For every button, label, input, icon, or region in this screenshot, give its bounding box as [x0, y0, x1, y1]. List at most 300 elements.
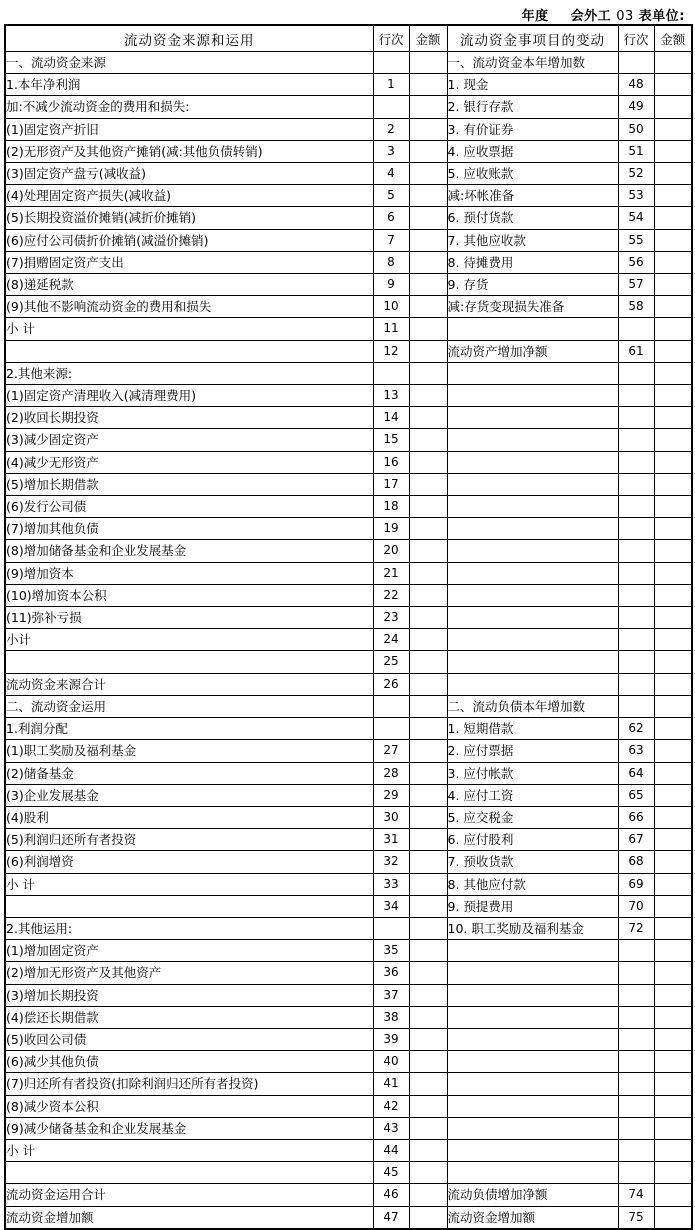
row-right-amount[interactable] — [654, 1028, 692, 1050]
row-right-amount[interactable] — [654, 318, 692, 340]
row-right-line — [618, 1095, 654, 1117]
row-right-desc — [447, 1073, 618, 1095]
row-right-desc: 减:存货变现损失准备 — [447, 296, 618, 318]
row-right-amount[interactable] — [654, 962, 692, 984]
row-left-line: 26 — [373, 673, 409, 695]
row-right-line: 48 — [618, 74, 654, 96]
row-left-amount[interactable] — [409, 518, 447, 540]
row-left-amount[interactable] — [409, 1051, 447, 1073]
row-right-line: 74 — [618, 1184, 654, 1206]
table-row — [5, 185, 692, 207]
row-right-amount[interactable] — [654, 851, 692, 873]
row-left-line: 32 — [373, 851, 409, 873]
row-right-desc — [447, 1006, 618, 1028]
row-right-amount[interactable] — [654, 496, 692, 518]
row-left-amount[interactable] — [409, 1162, 447, 1184]
row-right-line — [618, 318, 654, 340]
row-right-desc: 5. 应收账款 — [447, 163, 618, 185]
row-left-line: 24 — [373, 629, 409, 651]
row-right-line — [618, 1139, 654, 1161]
row-left-amount[interactable] — [409, 185, 447, 207]
row-right-desc — [447, 962, 618, 984]
row-left-amount[interactable] — [409, 473, 447, 495]
row-right-line — [618, 540, 654, 562]
table-row — [5, 1006, 692, 1028]
table-row — [5, 296, 692, 318]
row-right-amount[interactable] — [654, 1139, 692, 1161]
row-right-amount[interactable] — [654, 518, 692, 540]
table-row — [5, 207, 692, 229]
row-right-amount[interactable] — [654, 984, 692, 1006]
row-right-desc: 9. 预提费用 — [447, 895, 618, 917]
row-left-desc: (2)储备基金 — [5, 762, 373, 784]
row-right-desc — [447, 1139, 618, 1161]
row-left-amount[interactable] — [409, 318, 447, 340]
row-left-desc: 2.其他运用: — [5, 917, 373, 939]
table-row — [5, 1095, 692, 1117]
row-left-desc: 小计 — [5, 629, 373, 651]
row-left-desc: 1.本年净利润 — [5, 74, 373, 96]
row-left-line — [373, 917, 409, 939]
row-left-desc: (6)发行公司债 — [5, 496, 373, 518]
row-right-desc: 二、流动负债本年增加数 — [447, 695, 618, 717]
table-row — [5, 740, 692, 762]
row-left-line — [373, 718, 409, 740]
row-right-line — [618, 962, 654, 984]
row-right-line — [618, 673, 654, 695]
row-right-desc — [447, 562, 618, 584]
row-left-amount[interactable] — [409, 1028, 447, 1050]
row-right-amount[interactable] — [654, 562, 692, 584]
row-right-line: 70 — [618, 895, 654, 917]
row-right-desc — [447, 673, 618, 695]
table-row — [5, 562, 692, 584]
row-right-amount[interactable] — [654, 296, 692, 318]
row-right-line — [618, 1051, 654, 1073]
table-body — [5, 52, 692, 1229]
row-right-desc: 2. 银行存款 — [447, 96, 618, 118]
row-left-line: 37 — [373, 984, 409, 1006]
table-row — [5, 52, 692, 74]
row-right-line — [618, 940, 654, 962]
row-left-amount[interactable] — [409, 1095, 447, 1117]
row-right-amount[interactable] — [654, 873, 692, 895]
row-left-amount[interactable] — [409, 829, 447, 851]
row-right-amount[interactable] — [654, 140, 692, 162]
row-right-line — [618, 1162, 654, 1184]
row-left-amount[interactable] — [409, 407, 447, 429]
row-left-amount[interactable] — [409, 984, 447, 1006]
row-left-line: 38 — [373, 1006, 409, 1028]
row-left-line: 16 — [373, 451, 409, 473]
row-right-desc — [447, 1162, 618, 1184]
row-left-line: 20 — [373, 540, 409, 562]
row-left-amount[interactable] — [409, 695, 447, 717]
row-left-line: 40 — [373, 1051, 409, 1073]
row-left-line: 3 — [373, 140, 409, 162]
row-right-line — [618, 473, 654, 495]
row-left-desc: (4)减少无形资产 — [5, 451, 373, 473]
row-right-amount[interactable] — [654, 584, 692, 606]
table-row — [5, 318, 692, 340]
row-left-amount[interactable] — [409, 496, 447, 518]
row-right-amount[interactable] — [654, 895, 692, 917]
row-left-desc: (6)利润增资 — [5, 851, 373, 873]
row-right-line: 51 — [618, 140, 654, 162]
row-right-desc: 4. 应收票据 — [447, 140, 618, 162]
row-right-amount[interactable] — [654, 1006, 692, 1028]
row-right-amount[interactable] — [654, 96, 692, 118]
row-right-amount[interactable] — [654, 429, 692, 451]
row-left-line: 27 — [373, 740, 409, 762]
row-right-amount[interactable] — [654, 784, 692, 806]
table-row — [5, 762, 692, 784]
row-left-desc — [5, 340, 373, 362]
table-row — [5, 251, 692, 273]
row-right-desc: 9. 存货 — [447, 274, 618, 296]
row-right-amount[interactable] — [654, 1051, 692, 1073]
row-left-line: 11 — [373, 318, 409, 340]
row-right-line: 64 — [618, 762, 654, 784]
row-left-line: 1 — [373, 74, 409, 96]
row-right-line: 55 — [618, 229, 654, 251]
row-left-line: 36 — [373, 962, 409, 984]
row-right-line — [618, 562, 654, 584]
row-right-amount[interactable] — [654, 740, 692, 762]
row-right-amount[interactable] — [654, 385, 692, 407]
row-right-desc: 6. 应付股利 — [447, 829, 618, 851]
row-left-amount[interactable] — [409, 362, 447, 384]
row-left-amount[interactable] — [409, 895, 447, 917]
row-right-desc — [447, 1051, 618, 1073]
form-label — [571, 5, 685, 24]
row-left-line: 28 — [373, 762, 409, 784]
row-left-amount[interactable] — [409, 562, 447, 584]
row-right-line — [618, 607, 654, 629]
row-right-amount[interactable] — [654, 540, 692, 562]
row-left-amount[interactable] — [409, 1073, 447, 1095]
row-left-amount[interactable] — [409, 784, 447, 806]
row-right-amount[interactable] — [654, 651, 692, 673]
row-left-amount[interactable] — [409, 540, 447, 562]
row-left-line: 14 — [373, 407, 409, 429]
row-left-line: 23 — [373, 607, 409, 629]
row-right-desc: 减:坏帐准备 — [447, 185, 618, 207]
row-right-line — [618, 362, 654, 384]
row-right-desc — [447, 940, 618, 962]
row-left-desc: (5)收回公司债 — [5, 1028, 373, 1050]
row-right-amount[interactable] — [654, 118, 692, 140]
table-row — [5, 229, 692, 251]
row-left-desc: (4)偿还长期借款 — [5, 1006, 373, 1028]
table-row — [5, 163, 692, 185]
row-left-desc: 流动资金来源合计 — [5, 673, 373, 695]
row-left-amount[interactable] — [409, 962, 447, 984]
row-right-amount[interactable] — [654, 251, 692, 273]
row-right-amount[interactable] — [654, 718, 692, 740]
row-right-desc — [447, 651, 618, 673]
row-left-amount[interactable] — [409, 651, 447, 673]
row-left-desc: 二、流动资金运用 — [5, 695, 373, 717]
row-right-amount[interactable] — [654, 695, 692, 717]
row-right-amount[interactable] — [654, 185, 692, 207]
row-left-amount[interactable] — [409, 873, 447, 895]
row-right-desc — [447, 584, 618, 606]
row-right-desc: 8. 待摊费用 — [447, 251, 618, 273]
row-left-amount[interactable] — [409, 762, 447, 784]
row-left-line — [373, 52, 409, 74]
row-left-line: 2 — [373, 118, 409, 140]
header-right-amount: 金额 — [654, 25, 692, 52]
row-right-amount[interactable] — [654, 362, 692, 384]
row-right-desc: 3. 有价证券 — [447, 118, 618, 140]
row-right-desc: 流动资金增加额 — [447, 1206, 618, 1229]
row-left-desc: 小 计 — [5, 318, 373, 340]
row-left-amount[interactable] — [409, 451, 447, 473]
header-right-line: 行次 — [618, 25, 654, 52]
row-right-desc — [447, 629, 618, 651]
row-right-amount[interactable] — [654, 473, 692, 495]
row-right-line — [618, 1117, 654, 1139]
row-left-amount[interactable] — [409, 140, 447, 162]
row-left-amount[interactable] — [409, 429, 447, 451]
row-right-amount[interactable] — [654, 607, 692, 629]
row-right-desc: 3. 应付帐款 — [447, 762, 618, 784]
form-label-prefix: 会外工 — [570, 9, 612, 24]
table-row — [5, 584, 692, 606]
row-left-desc: (6)减少其他负债 — [5, 1051, 373, 1073]
row-right-desc — [447, 984, 618, 1006]
row-right-line: 75 — [618, 1206, 654, 1229]
row-right-desc — [447, 407, 618, 429]
table-row — [5, 718, 692, 740]
row-left-amount[interactable] — [409, 96, 447, 118]
row-left-line: 18 — [373, 496, 409, 518]
row-left-desc: (1)固定资产清理收入(减清理费用) — [5, 385, 373, 407]
header-left-line: 行次 — [373, 25, 409, 52]
row-right-amount[interactable] — [654, 1206, 692, 1229]
row-right-desc — [447, 1028, 618, 1050]
row-left-amount[interactable] — [409, 629, 447, 651]
row-left-line: 42 — [373, 1095, 409, 1117]
row-left-line: 25 — [373, 651, 409, 673]
table-row — [5, 540, 692, 562]
row-right-line: 52 — [618, 163, 654, 185]
row-left-line: 46 — [373, 1184, 409, 1206]
row-right-line — [618, 1006, 654, 1028]
table-row — [5, 1184, 692, 1206]
row-right-amount[interactable] — [654, 451, 692, 473]
row-right-amount[interactable] — [654, 207, 692, 229]
row-right-desc — [447, 607, 618, 629]
row-right-desc — [447, 385, 618, 407]
table-row — [5, 74, 692, 96]
row-left-amount[interactable] — [409, 163, 447, 185]
row-right-amount[interactable] — [654, 274, 692, 296]
row-left-amount[interactable] — [409, 740, 447, 762]
row-left-line: 41 — [373, 1073, 409, 1095]
row-left-line: 19 — [373, 518, 409, 540]
row-right-desc — [447, 473, 618, 495]
row-left-amount[interactable] — [409, 607, 447, 629]
row-right-amount[interactable] — [654, 163, 692, 185]
row-right-amount[interactable] — [654, 917, 692, 939]
row-left-line: 43 — [373, 1117, 409, 1139]
table-row — [5, 695, 692, 717]
row-left-amount[interactable] — [409, 1006, 447, 1028]
row-left-amount[interactable] — [409, 207, 447, 229]
row-left-desc: (4)处理固定资产损失(减收益) — [5, 185, 373, 207]
row-right-amount[interactable] — [654, 1162, 692, 1184]
table-row — [5, 1139, 692, 1161]
row-left-amount[interactable] — [409, 296, 447, 318]
row-left-desc: (8)增加储备基金和企业发展基金 — [5, 540, 373, 562]
row-left-amount[interactable] — [409, 1184, 447, 1206]
row-left-desc: (5)利润归还所有者投资 — [5, 829, 373, 851]
table-row — [5, 1051, 692, 1073]
row-right-desc — [447, 362, 618, 384]
row-right-desc: 7. 其他应收款 — [447, 229, 618, 251]
row-left-line: 39 — [373, 1028, 409, 1050]
row-right-desc: 5. 应交税金 — [447, 806, 618, 828]
row-right-amount[interactable] — [654, 1117, 692, 1139]
table-row — [5, 451, 692, 473]
row-left-desc: (4)股利 — [5, 806, 373, 828]
table-row — [5, 1117, 692, 1139]
row-left-desc: 流动资金增加额 — [5, 1206, 373, 1229]
row-left-desc: 2.其他来源: — [5, 362, 373, 384]
row-left-line — [373, 96, 409, 118]
row-right-amount[interactable] — [654, 74, 692, 96]
row-right-desc: 8. 其他应付款 — [447, 873, 618, 895]
row-left-desc: (3)增加长期投资 — [5, 984, 373, 1006]
row-left-line: 33 — [373, 873, 409, 895]
row-left-line: 4 — [373, 163, 409, 185]
table-row — [5, 984, 692, 1006]
row-right-line: 61 — [618, 340, 654, 362]
table-row — [5, 895, 692, 917]
row-left-amount[interactable] — [409, 718, 447, 740]
row-right-amount[interactable] — [654, 829, 692, 851]
row-right-line: 63 — [618, 740, 654, 762]
row-right-desc: 1. 短期借款 — [447, 718, 618, 740]
table-row — [5, 385, 692, 407]
row-right-amount[interactable] — [654, 940, 692, 962]
row-left-amount[interactable] — [409, 74, 447, 96]
row-right-amount[interactable] — [654, 673, 692, 695]
row-right-line: 65 — [618, 784, 654, 806]
table-row — [5, 407, 692, 429]
form-label-suffix: 表单位: — [638, 9, 685, 24]
row-right-line: 58 — [618, 296, 654, 318]
form-number: 03 — [616, 9, 634, 24]
table-header-row — [5, 25, 692, 52]
row-right-line — [618, 518, 654, 540]
row-left-amount[interactable] — [409, 806, 447, 828]
row-right-amount[interactable] — [654, 762, 692, 784]
row-right-line — [618, 695, 654, 717]
row-right-desc — [447, 1095, 618, 1117]
table-row — [5, 274, 692, 296]
row-right-amount[interactable] — [654, 1073, 692, 1095]
row-left-line: 13 — [373, 385, 409, 407]
row-left-desc — [5, 1162, 373, 1184]
row-left-amount[interactable] — [409, 385, 447, 407]
row-right-desc: 4. 应付工资 — [447, 784, 618, 806]
row-left-line: 21 — [373, 562, 409, 584]
row-right-line: 54 — [618, 207, 654, 229]
table-row — [5, 1073, 692, 1095]
row-right-amount[interactable] — [654, 407, 692, 429]
row-left-amount[interactable] — [409, 274, 447, 296]
row-left-amount[interactable] — [409, 52, 447, 74]
row-left-amount[interactable] — [409, 584, 447, 606]
row-left-amount[interactable] — [409, 1139, 447, 1161]
row-left-amount[interactable] — [409, 940, 447, 962]
row-right-amount[interactable] — [654, 340, 692, 362]
row-right-desc — [447, 1117, 618, 1139]
table-row — [5, 1206, 692, 1229]
header-right-desc: 流动资金事项目的变动 — [447, 25, 618, 52]
table-row — [5, 784, 692, 806]
table-row — [5, 917, 692, 939]
table-row — [5, 651, 692, 673]
row-left-amount[interactable] — [409, 851, 447, 873]
row-left-amount[interactable] — [409, 673, 447, 695]
row-right-line: 67 — [618, 829, 654, 851]
row-left-line — [373, 362, 409, 384]
row-right-amount[interactable] — [654, 1184, 692, 1206]
header-left-desc: 流动资金来源和运用 — [5, 25, 373, 52]
row-left-amount[interactable] — [409, 229, 447, 251]
row-right-line — [618, 451, 654, 473]
row-left-line: 7 — [373, 229, 409, 251]
table-row — [5, 940, 692, 962]
row-left-amount[interactable] — [409, 917, 447, 939]
row-left-amount[interactable] — [409, 118, 447, 140]
row-left-amount[interactable] — [409, 340, 447, 362]
row-left-line: 44 — [373, 1139, 409, 1161]
row-left-desc: 加:不减少流动资金的费用和损失: — [5, 96, 373, 118]
row-right-line — [618, 629, 654, 651]
row-left-desc: (2)无形资产及其他资产摊销(减:其他负债转销) — [5, 140, 373, 162]
row-right-line — [618, 52, 654, 74]
row-right-amount[interactable] — [654, 806, 692, 828]
table-row — [5, 496, 692, 518]
row-left-desc: (5)增加长期借款 — [5, 473, 373, 495]
row-right-desc: 2. 应付票据 — [447, 740, 618, 762]
row-right-line — [618, 407, 654, 429]
row-left-desc: (8)递延税款 — [5, 274, 373, 296]
row-left-amount[interactable] — [409, 251, 447, 273]
row-right-amount[interactable] — [654, 1095, 692, 1117]
row-right-amount[interactable] — [654, 229, 692, 251]
row-right-amount[interactable] — [654, 629, 692, 651]
row-right-amount[interactable] — [654, 52, 692, 74]
row-right-line: 56 — [618, 251, 654, 273]
row-left-line: 35 — [373, 940, 409, 962]
table-row — [5, 629, 692, 651]
row-left-line: 6 — [373, 207, 409, 229]
row-left-line: 29 — [373, 784, 409, 806]
row-left-amount[interactable] — [409, 1206, 447, 1229]
row-left-desc: (9)增加资本 — [5, 562, 373, 584]
row-right-line: 50 — [618, 118, 654, 140]
row-left-desc: (2)收回长期投资 — [5, 407, 373, 429]
row-left-amount[interactable] — [409, 1117, 447, 1139]
table-row — [5, 340, 692, 362]
row-right-line: 62 — [618, 718, 654, 740]
